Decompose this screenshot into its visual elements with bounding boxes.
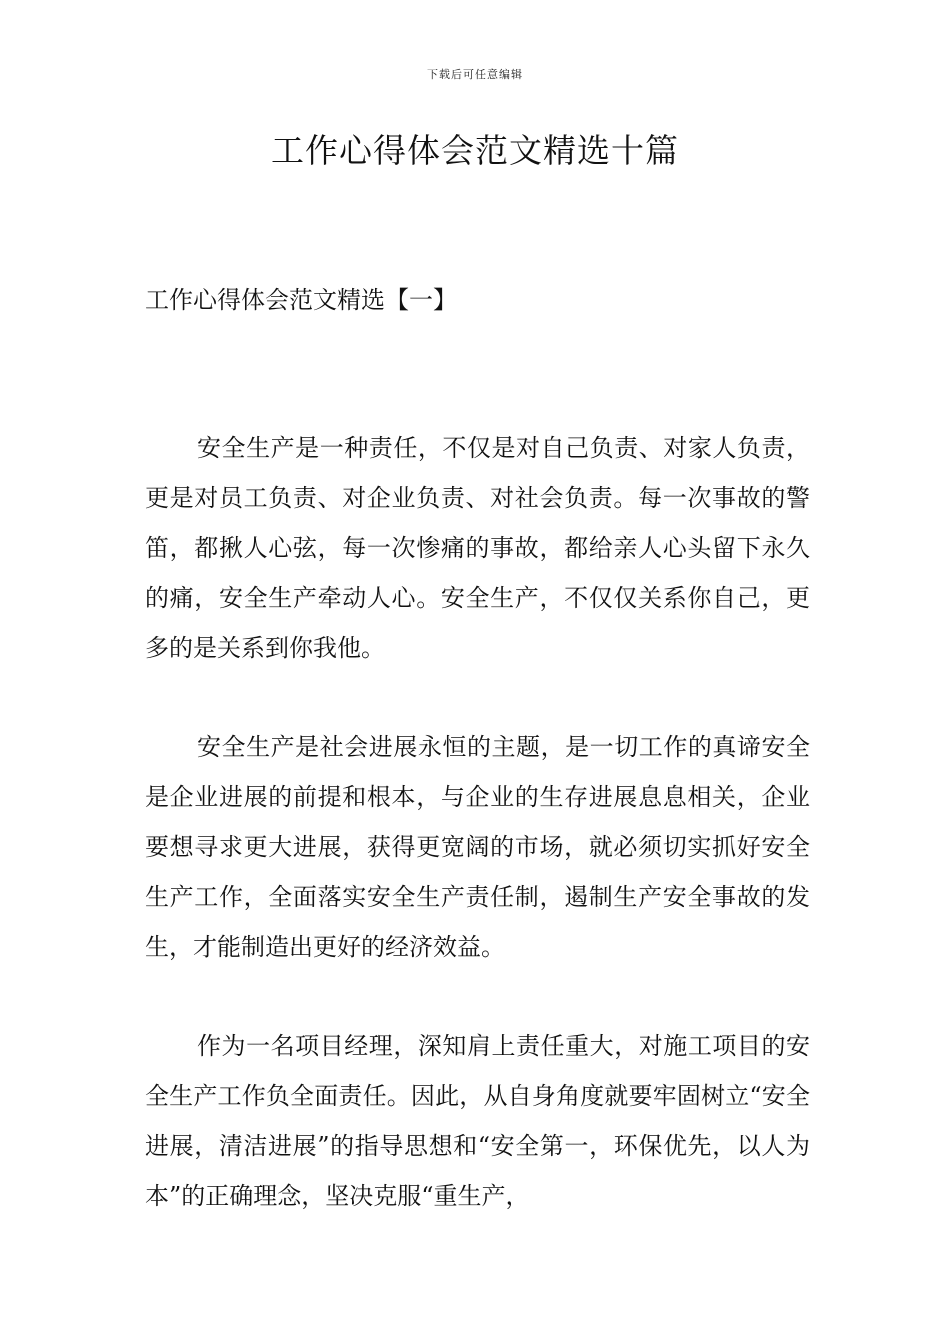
body-paragraph: 安全生产是一种责任，不仅是对自己负责、对家人负责，更是对员工负责、对企业负责、对社会负责。每一次事故的警笛，都揪人心弦，每一次惨痛的事故，都给亲人心头留下永久的痛，安全生产牵动人心。安全生产，不仅仅关系你自己，更多的是关系到你我他。 [145,434,810,662]
document-title: 工作心得体会范文精选十篇 [271,131,679,170]
body-paragraph: 作为一名项目经理，深知肩上责任重大，对施工项目的安全生产工作负全面责任。因此，从自身角度就要牢固树立“安全进展，清洁进展”的指导思想和“安全第一，环保优先，以人为本”的正确理念，坚决克服“重生产， [145,1032,810,1210]
section-heading: 工作心得体会范文精选【一】 [145,286,457,314]
header-note: 下载后可任意编辑 [427,68,523,81]
body-paragraph: 安全生产是社会进展永恒的主题，是一切工作的真谛安全是企业进展的前提和根本，与企业的生存进展息息相关，企业要想寻求更大进展，获得更宽阔的市场，就必须切实抓好安全生产工作，全面落实安全生产责任制，遏制生产安全事故的发生，才能制造出更好的经济效益。 [145,733,810,961]
